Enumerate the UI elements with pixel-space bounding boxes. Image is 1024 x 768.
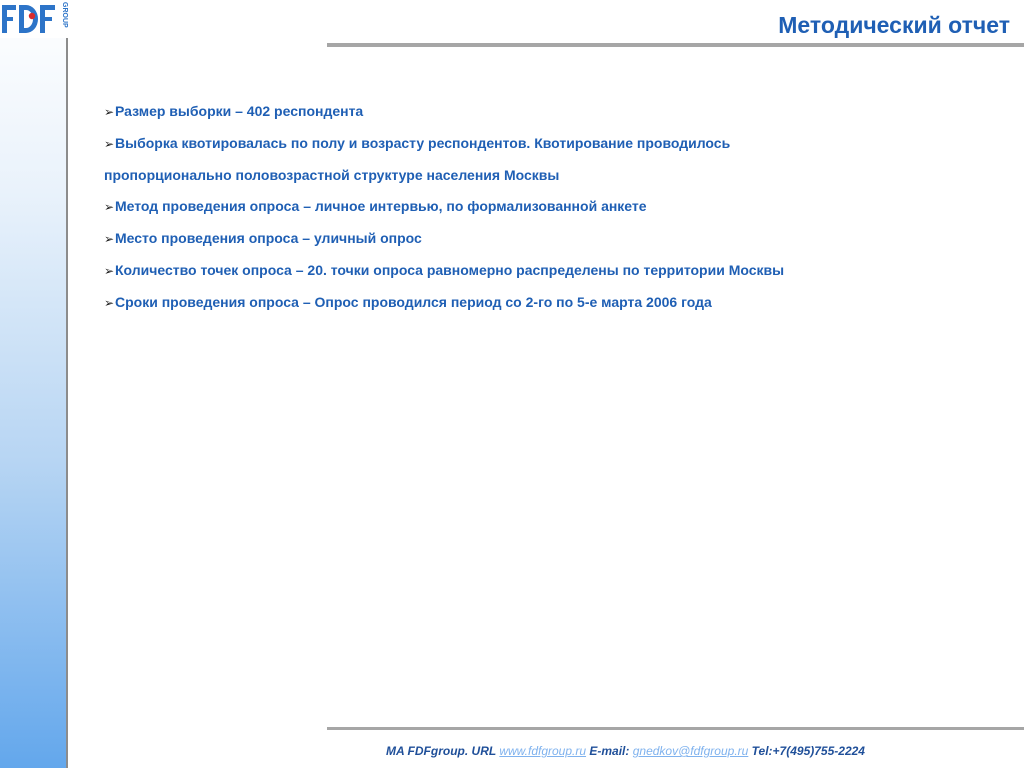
page-title: Методический отчет [778,12,1010,38]
arrow-bullet-icon: ➢ [104,105,115,119]
email-link[interactable]: gnedkov@fdfgroup.ru [632,744,749,758]
footer-company: MA FDFgroup. URL [386,744,500,758]
footer-divider [327,727,1024,730]
fdf-logo-icon [2,3,58,35]
list-item-method [104,191,1004,223]
list-item-text: Место проведения опроса – уличный опрос [115,230,422,246]
arrow-bullet-icon: ➢ [104,264,115,278]
list-item-sample-size [104,96,1004,128]
list-item-text: Выборка квотировалась по полу и возрасту респондентов. Квотирование проводилось [115,135,731,151]
report-details-list [104,96,1004,319]
list-item-points [104,255,1004,287]
arrow-bullet-icon: ➢ [104,296,115,310]
arrow-bullet-icon: ➢ [104,137,115,151]
list-item-text: Метод проведения опроса – личное интервью, по формализованной анкете [115,198,647,214]
list-item-dates [104,287,1004,319]
arrow-bullet-icon: ➢ [104,200,115,214]
footer-email-label: E-mail: [586,744,633,758]
list-item-quota [104,128,1004,160]
title-divider [327,43,1024,47]
footer-contacts [386,744,865,758]
arrow-bullet-icon: ➢ [104,232,115,246]
left-gradient-band [0,0,68,768]
fdf-logo [0,0,70,38]
list-item-text: Сроки проведения опроса – Опрос проводился период со 2-го по 5-е марта 2006 года [115,294,712,310]
footer-phone: Tel:+7(495)755-2224 [748,744,865,758]
list-item-text: пропорционально половозрастной структуре населения Москвы [104,167,560,183]
list-item-text: Размер выборки – 402 респондента [115,103,364,119]
website-link[interactable]: www.fdfgroup.ru [499,744,587,758]
list-item-text: Количество точек опроса – 20. точки опроса равномерно распределены по территории Москвы [115,262,785,278]
list-item-location [104,223,1004,255]
list-item-quota-continuation [104,160,1004,191]
logo-group-text: GROUP [61,2,68,28]
